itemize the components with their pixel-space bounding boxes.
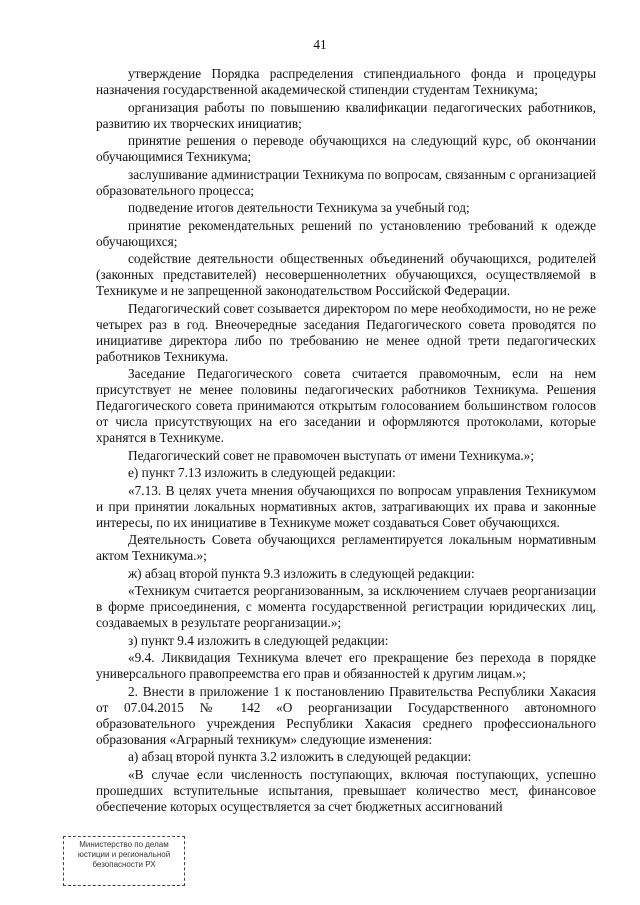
paragraph: заслушивание администрации Техникума по вопросам, связанным с организацией образовательного процесса; <box>96 166 596 198</box>
paragraph: ж) абзац второй пункта 9.3 изложить в следующей редакции: <box>128 565 475 581</box>
stamp-line: юстиции и региональной <box>77 850 171 859</box>
paragraph: подведение итогов деятельности Техникума за учебный год; <box>128 200 470 215</box>
page-number: 41 <box>313 37 327 52</box>
paragraph: организация работы по повышению квалификации педагогических работников, развитию их творческих инициатив; <box>96 99 596 131</box>
paragraph: Педагогический совет не правомочен выступать от имени Техникума.»; <box>128 447 535 463</box>
paragraph: «7.13. В целях учета мнения обучающихся по вопросам управления Техникумом и при принятии локальных нормативных актов, затрагивающих их права и законные интересы, по их инициативе в Техникуме может создаваться Совет обучающихся. <box>96 482 596 530</box>
paragraph: з) пункт 9.4 изложить в следующей редакции: <box>128 632 389 648</box>
paragraph: Педагогический совет созывается директором по мере необходимости, но не реже четырех раз в год. Внеочередные заседания Педагогического совета проводятся по инициативе директора либо по требованию не менее одной трети педагогических работников Техникума. <box>96 300 596 364</box>
stamp-line: безопасности РХ <box>92 860 156 869</box>
paragraph: «В случае если численность поступающих, включая поступающих, успешно прошедших вступительные испытания, превышает количество мест, финансовое обеспечение которых осуществляется за счет бюджетных ассигнований <box>96 766 596 814</box>
paragraph: принятие решения о переводе обучающихся на следующий курс, об окончании обучающимися Техникума; <box>96 133 596 164</box>
paragraph: «9.4. Ликвидация Техникума влечет его прекращение без перехода в порядке универсального правопреемства его прав и обязанностей к другим лицам.»; <box>96 650 596 681</box>
paragraph: содействие деятельности общественных объединений обучающихся, родителей (законных представителей) несовершеннолетних обучающихся, осуществляемой в Техникуме и не запрещенной законодательством Российской Федерации. <box>96 251 596 298</box>
paragraph: «Техникум считается реорганизованным, за исключением случаев реорганизации в форме присоединения, с момента государственной регистрации юридических лиц, создаваемых в результате реорганизации.»; <box>96 583 596 630</box>
paragraph: е) пункт 7.13 изложить в следующей редакции: <box>128 465 396 480</box>
stamp-line: Министерство по делам <box>79 840 169 849</box>
document-body <box>96 66 596 816</box>
paragraph: утверждение Порядка распределения стипендиального фонда и процедуры назначения государственной академической стипендии студентам Техникума; <box>96 66 596 97</box>
paragraph: принятие рекомендательных решений по установлению требований к одежде обучающихся; <box>96 217 596 249</box>
paragraph: 2. Внести в приложение 1 к постановлению Правительства Республики Хакасия от 07.04.2015 № 142 «О реорганизации Государственного автономного образовательного учреждения Республики Хакасия среднего профессионального образования «Аграрный техникум» следующие изменения: <box>96 683 596 747</box>
registration-stamp <box>63 836 185 886</box>
paragraph: Деятельность Совета обучающихся регламентируется локальным нормативным актом Техникума.»; <box>96 532 596 563</box>
paragraph: а) абзац второй пункта 3.2 изложить в следующей редакции: <box>128 749 472 764</box>
paragraph: Заседание Педагогического совета считается правомочным, если на нем присутствует не менее половины педагогических работников Техникума. Решения Педагогического совета принимаются открытым голосованием большинством голосов от числа присутствующих на его заседании и оформляются протоколами, которые хранятся в Техникуме. <box>96 366 596 445</box>
